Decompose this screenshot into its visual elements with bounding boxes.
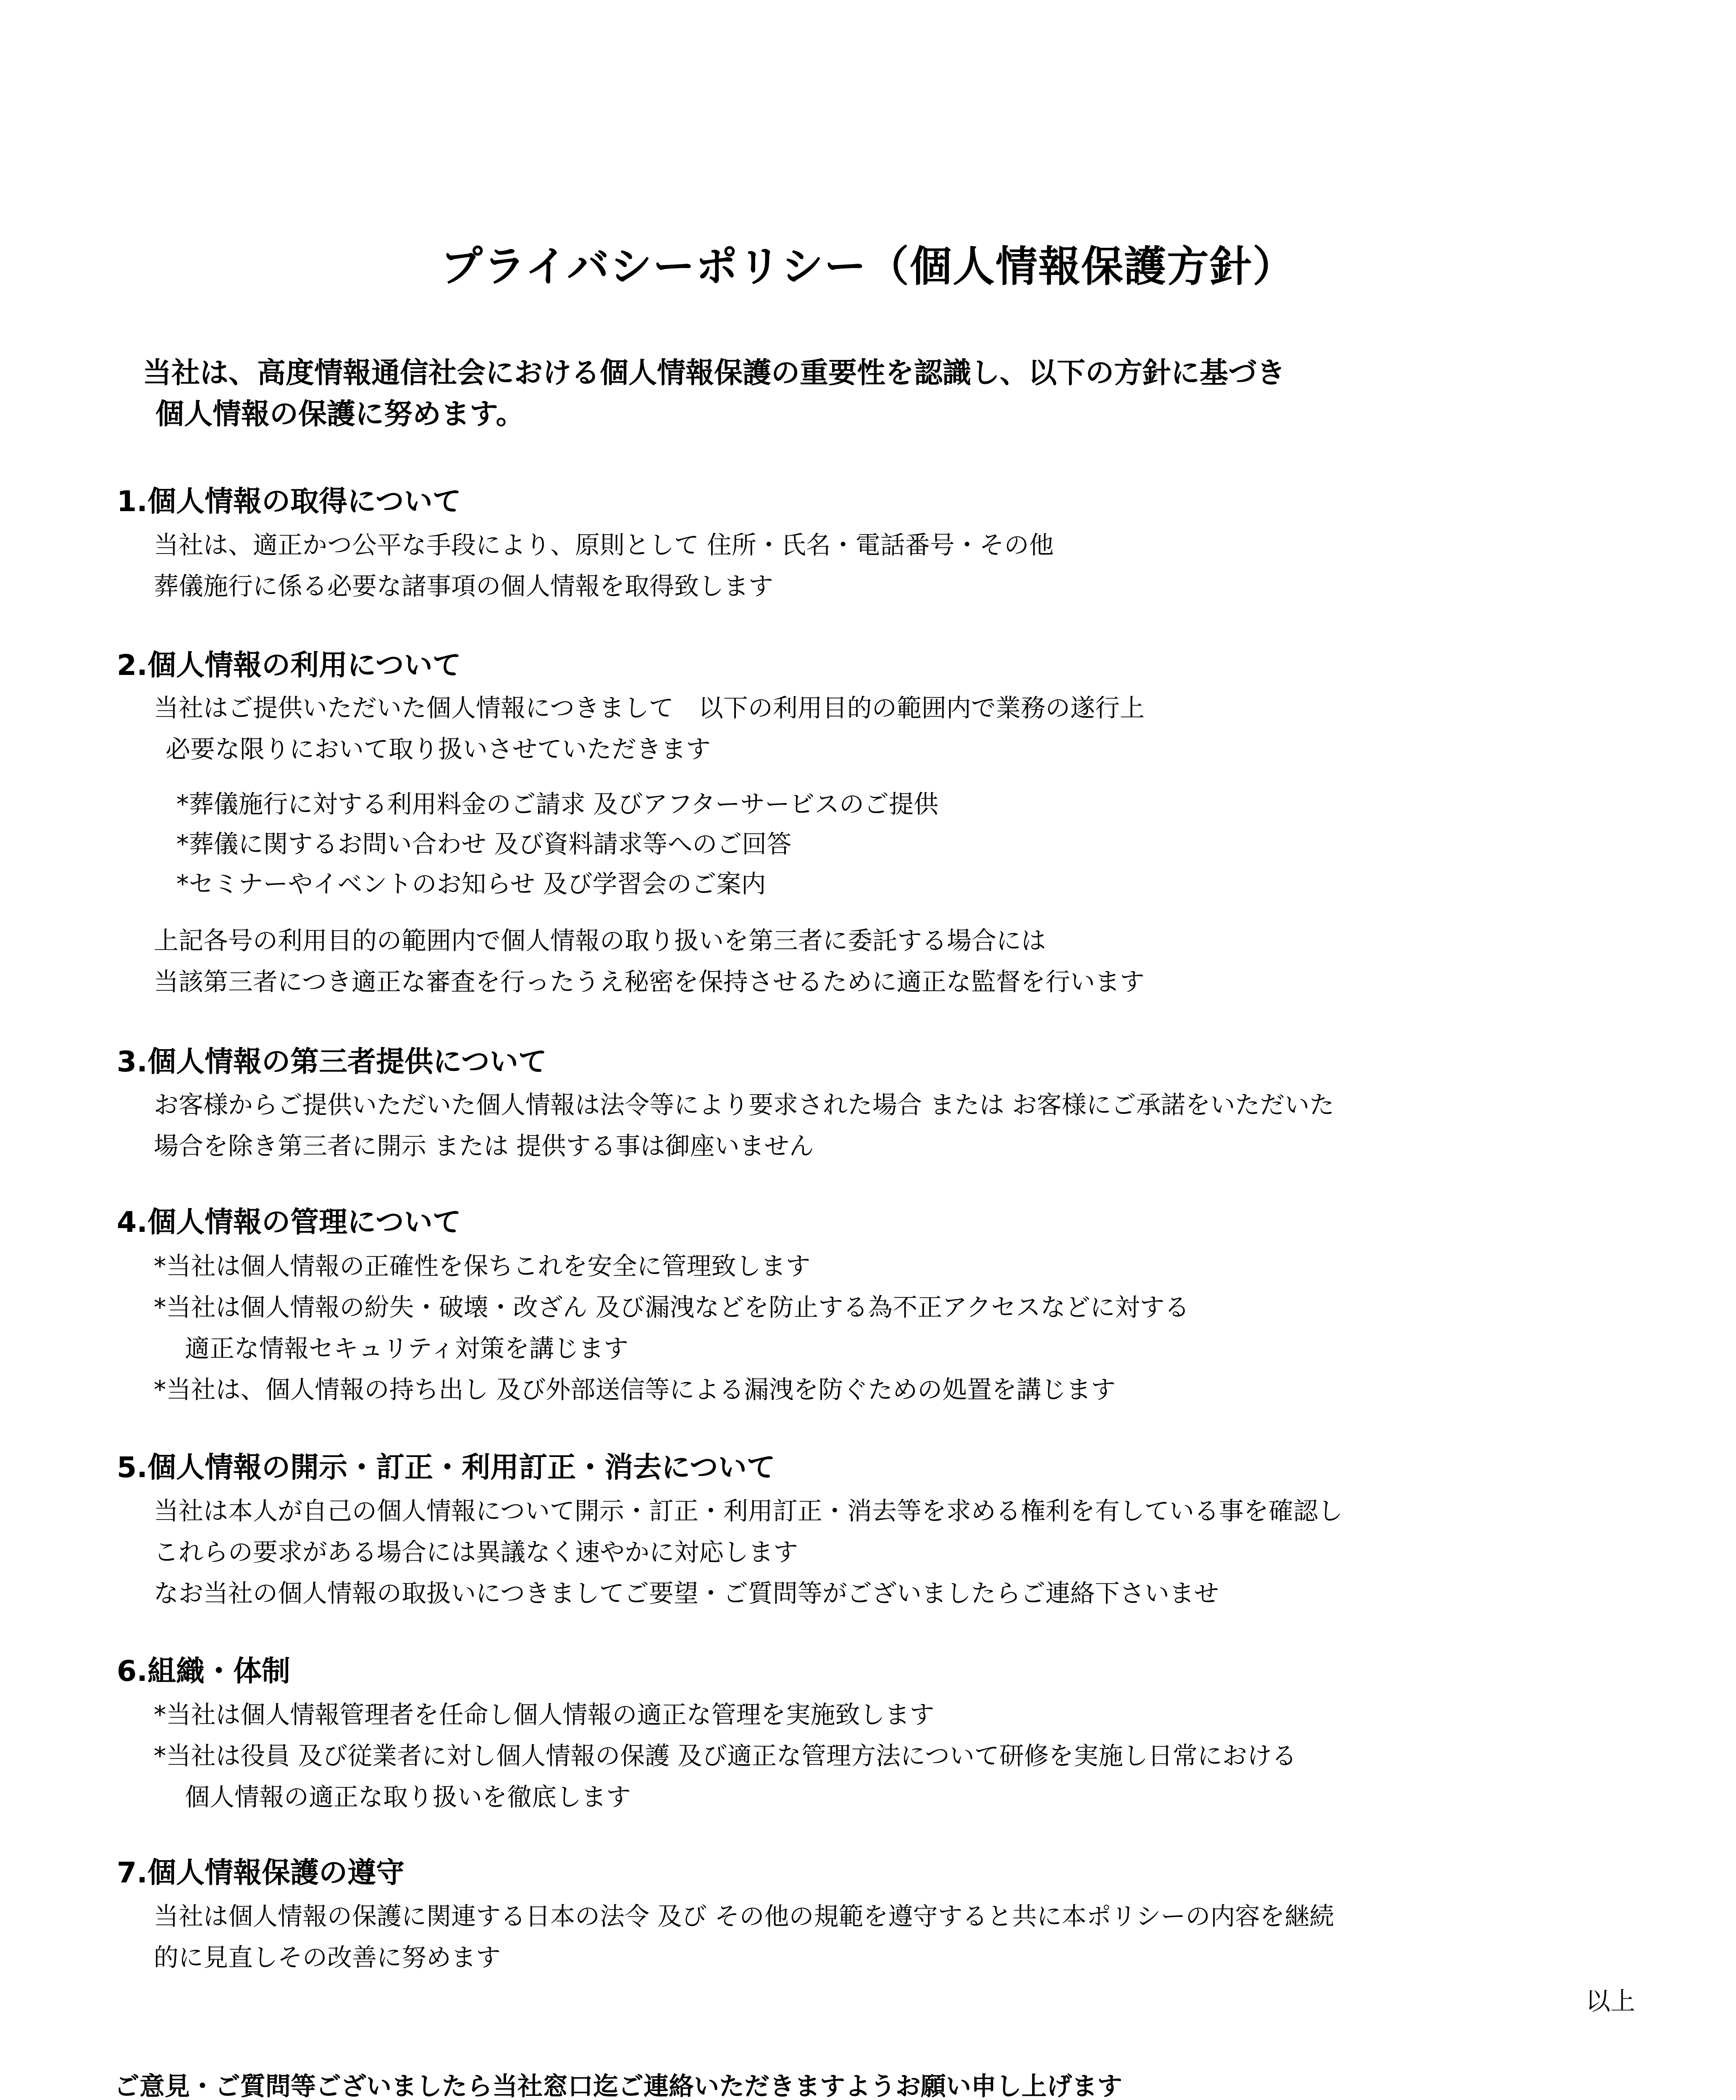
section-2-purpose-item: *葬儀施行に対する利用料金のご請求 及びアフターサービスのご提供: [176, 790, 939, 819]
section-6-line: 個人情報の適正な取り扱いを徹底します: [185, 1782, 631, 1811]
contact-request: ご意見・ご質問等ございましたら当社窓口迄ご連絡いただきますようお願い申し上げます: [114, 2072, 1122, 2100]
section-3-line: お客様からご提供いただいた個人情報は法令等により要求された場合 または お客様にご承諾をいただいた: [154, 1090, 1334, 1119]
section-2-line: 必要な限りにおいて取り扱いさせていただきます: [165, 735, 711, 764]
section-6-line: *当社は個人情報管理者を任命し個人情報の適正な管理を実施致します: [154, 1700, 935, 1729]
section-3-line: 場合を除き第三者に開示 または 提供する事は御座いません: [154, 1131, 814, 1160]
section-7-line: 的に見直しその改善に努めます: [154, 1943, 501, 1972]
intro-line: 個人情報の保護に努めます。: [155, 398, 525, 431]
section-5-line: なお当社の個人情報の取扱いにつきましてご要望・ご質問等がございましたらご連絡下さいませ: [154, 1579, 1219, 1608]
section-heading-management: 4.個人情報の管理について: [117, 1206, 461, 1239]
section-6-line: *当社は役員 及び従業者に対し個人情報の保護 及び適正な管理方法について研修を実施し日常における: [154, 1741, 1297, 1770]
section-1-line: 当社は、適正かつ公平な手段により、原則として 住所・氏名・電話番号・その他: [154, 530, 1054, 559]
section-2-purpose-item: *セミナーやイベントのお知らせ 及び学習会のご案内: [176, 869, 766, 898]
section-7-line: 当社は個人情報の保護に関連する日本の法令 及び その他の規範を遵守すると共に本ポリシーの内容を継続: [154, 1902, 1334, 1931]
section-2-line: 上記各号の利用目的の範囲内で個人情報の取り扱いを第三者に委託する場合には: [154, 926, 1046, 955]
section-2-line: 当社はご提供いただいた個人情報につきまして 以下の利用目的の範囲内で業務の遂行上: [154, 693, 1145, 722]
page-title: プライバシーポリシー（個人情報保護方針）: [441, 242, 1295, 291]
intro-paragraph: [143, 353, 1285, 435]
section-4-line: *当社は、個人情報の持ち出し 及び外部送信等による漏洩を防ぐための処置を講じます: [154, 1375, 1116, 1404]
section-heading-third-party: 3.個人情報の第三者提供について: [117, 1045, 547, 1079]
section-heading-acquisition: 1.個人情報の取得について: [117, 485, 461, 518]
section-heading-organization: 6.組織・体制: [117, 1655, 291, 1688]
section-2-line: 当該第三者につき適正な審査を行ったうえ秘密を保持させるために適正な監督を行います: [154, 967, 1145, 996]
section-5-line: 当社は本人が自己の個人情報について開示・訂正・利用訂正・消去等を求める権利を有している事を確認し: [154, 1496, 1343, 1525]
section-1-line: 葬儀施行に係る必要な諸事項の個人情報を取得致します: [154, 572, 774, 601]
section-heading-compliance: 7.個人情報保護の遵守: [117, 1856, 405, 1890]
section-heading-use: 2.個人情報の利用について: [117, 649, 461, 682]
section-heading-disclosure: 5.個人情報の開示・訂正・利用訂正・消去について: [117, 1451, 775, 1484]
section-4-line: *当社は個人情報の紛失・破壊・改ざん 及び漏洩などを防止する為不正アクセスなどに対する: [154, 1293, 1190, 1322]
section-5-line: これらの要求がある場合には異議なく速やかに対応します: [154, 1538, 798, 1567]
section-4-line: 適正な情報セキュリティ対策を講じます: [185, 1334, 629, 1363]
section-2-purpose-item: *葬儀に関するお問い合わせ 及び資料請求等へのご回答: [176, 830, 792, 858]
section-4-line: *当社は個人情報の正確性を保ちこれを安全に管理致します: [154, 1252, 811, 1281]
intro-line: 当社は、高度情報通信社会における個人情報保護の重要性を認識し、以下の方針に基づき: [143, 357, 1286, 390]
closing-mark: 以上: [1585, 1987, 1635, 2016]
